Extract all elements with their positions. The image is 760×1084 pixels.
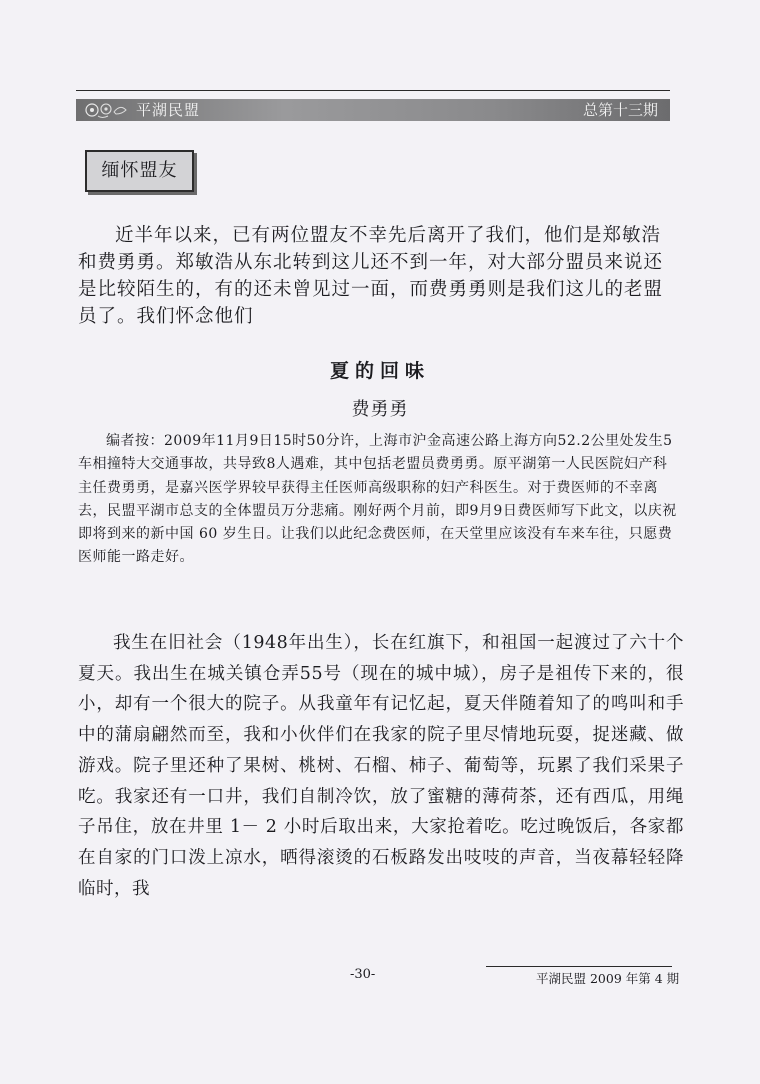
flower-ornament-icon	[84, 100, 132, 120]
memorial-text	[78, 222, 678, 330]
article-author: 费勇勇	[351, 399, 409, 420]
page-number: -30-	[350, 967, 376, 982]
section-tag: 缅怀盟友	[85, 150, 194, 192]
memorial-paragraph: 近半年以来，已有两位盟友不幸先后离开了我们，他们是郑敏浩和费勇勇。郑敏浩从东北转到这儿还不到一年，对大部分盟员来说还是比较陌生的，有的还未曾见过一面，而费勇勇则是我们这儿的老盟员了。我们怀念他们	[78, 225, 664, 327]
editor-note	[78, 430, 680, 570]
footer-issue: 平湖民盟 2009 年第 4 期	[536, 971, 680, 986]
editor-note-paragraph: 编者按：2009年11月9日15时50分许，上海市沪金高速公路上海方向52.2公里处发生5车相撞特大交通事故，共导致8人遇难，其中包括老盟员费勇勇。原平湖第一人民医院妇产科主任费勇勇，是嘉兴医学界较早获得主任医师高级职称的妇产科医生。对于费医师的不幸离去，民盟平湖市总支的全体盟员万分悲痛。刚好两个月前，即9月9日费医师写下此文，以庆祝即将到来的新中国 60 岁生日。让我们以此纪念费医师，在天堂里应该没有车来车往，只愿费医师能一路走好。	[78, 433, 677, 566]
article-body	[78, 628, 684, 904]
footer-rule	[486, 966, 672, 967]
top-rule	[76, 90, 670, 91]
body-paragraph: 我生在旧社会（1948年出生），长在红旗下，和祖国一起渡过了六十个夏天。我出生在城关镇仓弄55号（现在的城中城），房子是祖传下来的，很小，却有一个很大的院子。从我童年有记忆起，夏天伴随着知了的鸣叫和手中的蒲扇翩然而至，我和小伙伴们在我家的院子里尽情地玩耍，捉迷藏、做游戏。院子里还种了果树、桃树、石榴、柿子、葡萄等，玩累了我们采果子吃。我家还有一口井，我们自制冷饮，放了蜜糖的薄荷茶，还有西瓜，用绳子吊住，放在井里 1－ 2 小时后取出来，大家抢着吃。吃过晚饭后，各家都在自家的门口泼上凉水，晒得滚烫的石板路发出吱吱的声音，当夜幕轻轻降临时，我	[78, 633, 684, 899]
journal-title: 平湖民盟	[136, 101, 201, 119]
journal-issue: 总第十三期	[582, 101, 658, 119]
article-title: 夏的回味	[329, 360, 430, 382]
header-band	[76, 99, 670, 121]
